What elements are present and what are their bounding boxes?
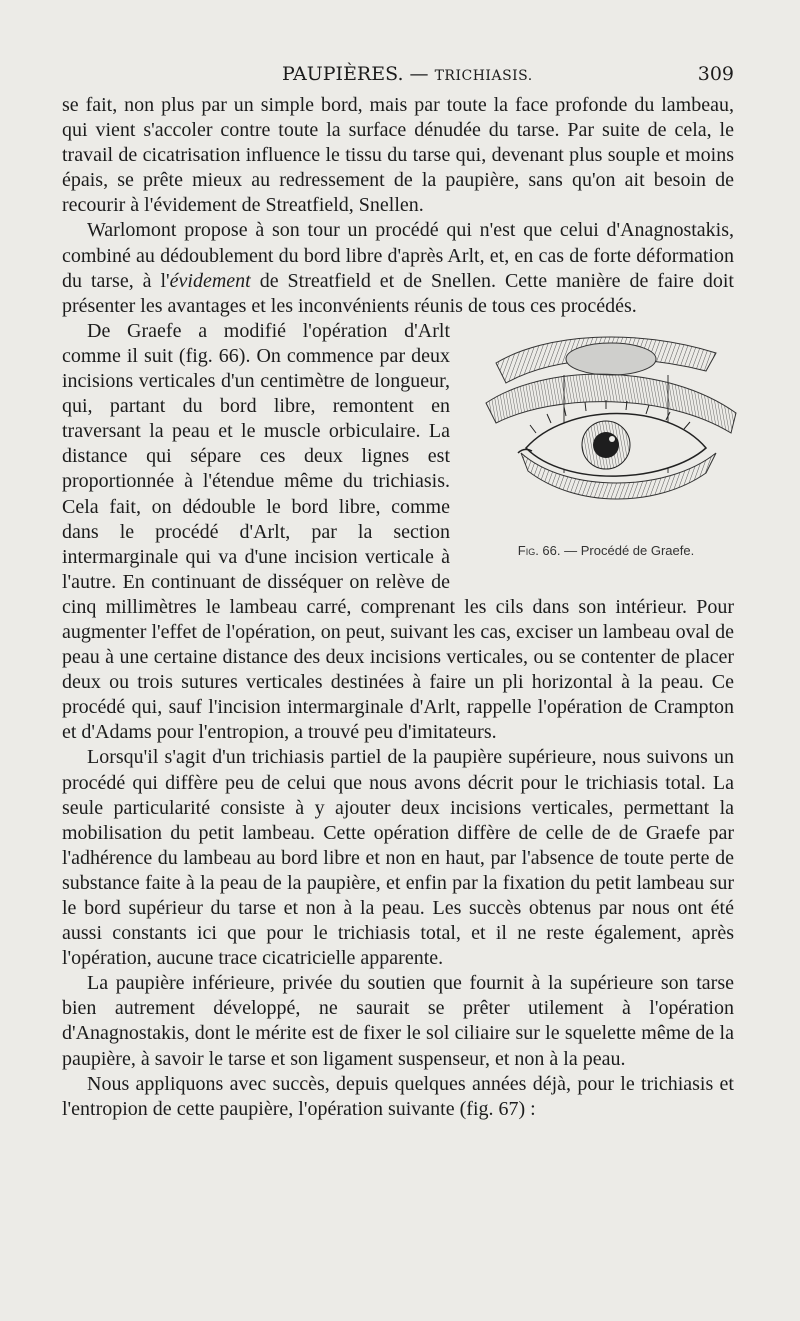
running-head	[62, 61, 734, 87]
body-text	[62, 93, 734, 1122]
running-head-title: PAUPIÈRES. — TRICHIASIS.	[282, 63, 533, 85]
paragraph-4: Lorsqu'il s'agit d'un trichiasis partiel de la paupière supérieure, nous suivons un procédé qui diffère peu de celui que nous avons décrit pour le trichiasis total. La seule particularité consiste à y ajouter deux incisions verticales, permettant la mobilisation du petit lambeau. Cette opération diffère de celle de de Graefe par l'adhérence du lambeau au bord libre et non en haut, par l'absence de toute perte de substance faite à la peau de la paupière, et enfin par la fixation du petit lambeau sur le bord supérieur du tarse et non à la peau. Les succès obtenus par nous ont été aussi constants ici que pour le trichiasis total, et il ne reste également, après l'opération, aucune trace cicatricielle apparente.	[62, 746, 734, 970]
running-head-subtitle: TRICHIASIS.	[434, 68, 533, 84]
paragraph-1: se fait, non plus par un simple bord, mais par toute la face profonde du lambeau, qui vient s'accoler contre toute la surface dénudée du tarse. Par suite de cela, le travail de cicatrisation influence le tissu du tarse qui, devenant plus souple et moins épais, se prête mieux au redressement de la paupière, sans qu'on ait besoin de recourir à l'évidement de Streatfield, Snellen.	[62, 94, 734, 217]
eye-engraving-illustration	[466, 323, 746, 543]
figure-caption: Fig. 66. — Procédé de Graefe.	[517, 542, 695, 558]
figure-label: Fig. 66.	[517, 542, 561, 558]
paragraph-2: Warlomont propose à son tour un procédé qui n'est que celui d'Anagnostakis, combiné au dédoublement du bord libre d'après Arlt, et, en cas de forte déformation du tarse, à l'évidement de Streatfield et de Snellen. Cette manière de faire doit présenter les avantages et les inconvénients réunis de tous ces procédés.	[62, 219, 734, 317]
paragraph-5: La paupière inférieure, privée du soutien que fournit à la supérieure son tarse bien autrement développé, ne saurait se prêter utilement à l'opération d'Anagnostakis, dont le mérite est de fixer le sol ciliaire sur le squelette même de la paupière, à savoir le tarse et son ligament suspenseur, et non à la peau.	[62, 972, 734, 1070]
emphasis-evidement: évidement	[169, 269, 251, 292]
figure-66	[466, 323, 746, 573]
paragraph-6: Nous appliquons avec succès, depuis quelques années déjà, pour le trichiasis et l'entropion de cette paupière, l'opération suivante (fig. 67) :	[62, 1072, 734, 1120]
page-number: 309	[697, 63, 734, 85]
paragraph-3: De Graefe a modifié l'opération d'Arlt comme il suit (fig. 66). On commence par deux incisions verticales d'un centimètre de longueur, qui, partant du bord libre, remontent en traversant la peau et le muscle orbiculaire. La distance qui sépare ces deux lignes est proportionnée à l'étendue même du trichiasis. Cela fait, on dédouble le bord libre, comme dans le procédé d'Arlt, par la section intermarginale qui va d'une incision verticale à l'autre. En continuant de disséquer on relève de cinq millimètres le lambeau carré, comprenant les cils dans son intérieur. Pour augmenter l'effet de l'opération, on peut, suivant les cas, exciser un lambeau oval de peau à une certaine distance des deux incisions verticales, ou se contenter de placer deux ou trois sutures verticales destinées à faire un pli horizontal à la peau. Ce procédé qui, sauf l'incision intermarginale d'Arlt, rappelle l'opération de Crampton et d'Adams pour l'entropion, a trouvé peu d'imitateurs.	[62, 319, 734, 744]
